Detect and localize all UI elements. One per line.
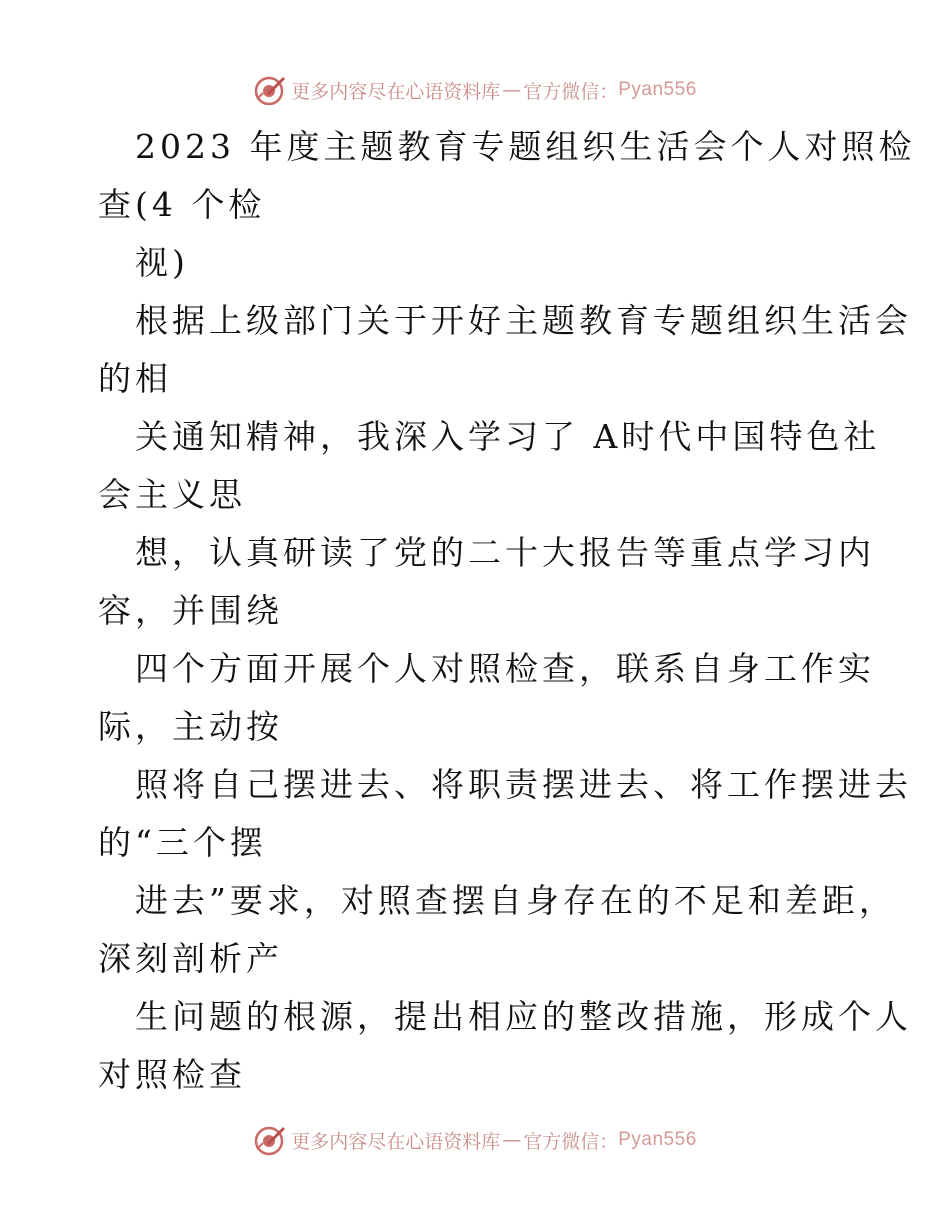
paragraph-line: 际，主动按 [98, 707, 283, 746]
paragraph-line: 会主义思 [98, 475, 246, 514]
watermark-site-text: 更多内容尽在心语资料库 [291, 1130, 501, 1153]
watermark-separator: — [502, 79, 522, 101]
watermark-separator: — [502, 1129, 522, 1151]
paragraph-line: 的相 [98, 359, 172, 398]
paragraph-line: 对照检查 [98, 1055, 246, 1094]
paragraph-line: 想，认真研读了党的二十大报告等重点学习内 [135, 533, 875, 572]
paragraph-line: 生问题的根源，提出相应的整改措施，形成个人 [135, 997, 912, 1036]
document-title-line-1: 2023 年度主题教育专题组织生活会个人对照检 [135, 127, 916, 166]
document-title-line-2: 查(4 个检 [98, 185, 266, 224]
paragraph-line: 四个方面开展个人对照检查，联系自身工作实 [135, 649, 875, 688]
document-title-line-3: 视) [135, 243, 189, 282]
footer-watermark [0, 1120, 950, 1160]
watermark-wechat-handle: Pyan556 [618, 79, 697, 100]
quill-pen-logo-icon [253, 1123, 287, 1157]
watermark-wechat-label: 官方微信： [523, 1130, 619, 1153]
watermark-wechat-label: 官方微信： [523, 80, 619, 103]
watermark-wechat-handle: Pyan556 [618, 1129, 697, 1150]
paragraph-line: 容，并围绕 [98, 591, 283, 630]
watermark-site-text: 更多内容尽在心语资料库 [291, 80, 501, 103]
paragraph-line: 关通知精神，我深入学习了 A时代中国特色社 [135, 417, 881, 456]
paragraph-line: 照将自己摆进去、将职责摆进去、将工作摆进去 [135, 765, 912, 804]
paragraph-line: 深刻剖析产 [98, 939, 283, 978]
paragraph-line: 根据上级部门关于开好主题教育专题组织生活会 [135, 301, 912, 340]
paragraph-line: 进去”要求，对照查摆自身存在的不足和差距， [135, 881, 896, 920]
paragraph-line: 的“三个摆 [98, 823, 267, 862]
